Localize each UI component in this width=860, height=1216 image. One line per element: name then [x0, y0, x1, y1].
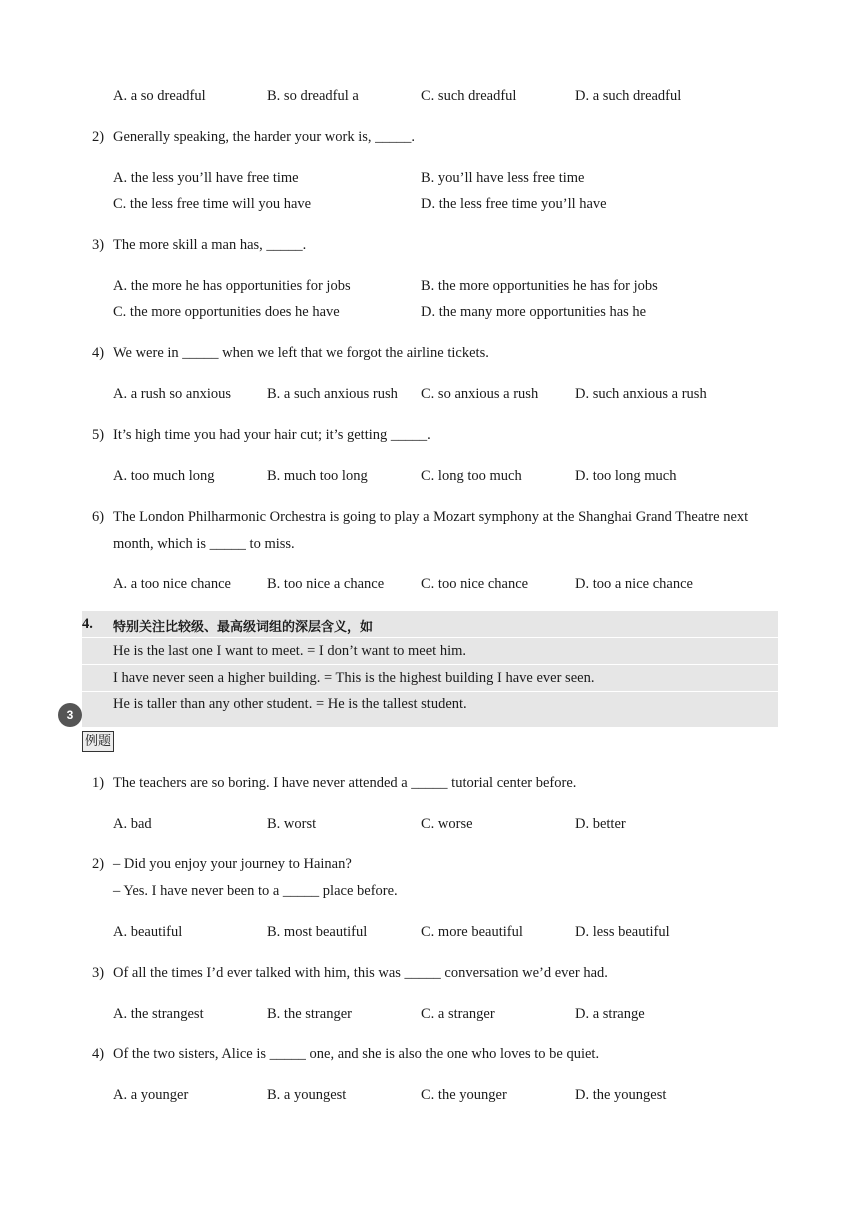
- option-b: B. much too long: [267, 468, 368, 484]
- option-d: D. such anxious a rush: [575, 386, 707, 402]
- question-stem: The more skill a man has, _____.: [113, 237, 307, 253]
- dialogue-line-1: – Did you enjoy your journey to Hainan?: [113, 856, 352, 872]
- option-b: B. most beautiful: [267, 924, 368, 940]
- option-a: A. a rush so anxious: [113, 386, 232, 402]
- question-number: 1): [92, 775, 105, 791]
- option-d: D. the less free time you’ll have: [421, 196, 607, 212]
- divider: [82, 637, 778, 638]
- option-b: B. a youngest: [267, 1087, 347, 1103]
- question-number: 6): [92, 509, 105, 525]
- option-c: C. the more opportunities does he have: [113, 304, 340, 320]
- question-number: 2): [92, 129, 105, 145]
- option-c: C. the younger: [421, 1087, 507, 1103]
- option-a: A. a younger: [113, 1087, 189, 1103]
- option-d: D. the youngest: [575, 1087, 667, 1103]
- option-c: C. too nice chance: [421, 576, 529, 592]
- option-a: A. a so dreadful: [113, 88, 206, 104]
- question-stem: We were in _____ when we left that we forgot the airline tickets.: [113, 345, 489, 361]
- question-number: 4): [92, 345, 105, 361]
- option-d: D. the many more opportunities has he: [421, 304, 647, 320]
- option-d: D. better: [575, 816, 626, 832]
- option-b: B. you’ll have less free time: [421, 170, 585, 186]
- option-a: A. the strangest: [113, 1006, 204, 1022]
- option-c: C. a stranger: [421, 1006, 495, 1022]
- option-d: D. a strange: [575, 1006, 645, 1022]
- question-stem: Of all the times I’d ever talked with him, this was _____ conversation we’d ever had.: [113, 965, 608, 981]
- question-stem-line-2: month, which is _____ to miss.: [113, 536, 295, 552]
- option-c: C. so anxious a rush: [421, 386, 539, 402]
- option-a: A. a too nice chance: [113, 576, 231, 592]
- option-b: B. the stranger: [267, 1006, 352, 1022]
- section-number: 4.: [82, 616, 93, 632]
- question-number: 5): [92, 427, 105, 443]
- question-stem: Of the two sisters, Alice is _____ one, and she is also the one who loves to be quiet.: [113, 1046, 600, 1062]
- option-d: D. less beautiful: [575, 924, 670, 940]
- question-number: 2): [92, 856, 105, 872]
- option-b: B. so dreadful a: [267, 88, 359, 104]
- option-d: D. too long much: [575, 468, 677, 484]
- dialogue-line-2: – Yes. I have never been to a _____ place before.: [113, 883, 398, 899]
- example-sentence: I have never seen a higher building. = This is the highest building I have ever seen.: [113, 670, 595, 686]
- divider: [82, 664, 778, 665]
- question-stem-line-1: The London Philharmonic Orchestra is going to play a Mozart symphony at the Shanghai Grand Theatre next: [113, 509, 749, 525]
- option-c: C. the less free time will you have: [113, 196, 312, 212]
- question-stem: It’s high time you had your hair cut; it’s getting _____.: [113, 427, 431, 443]
- option-a: A. the less you’ll have free time: [113, 170, 299, 186]
- question-number: 3): [92, 237, 105, 253]
- example-sentence: He is taller than any other student. = He is the tallest student.: [113, 696, 467, 712]
- question-stem: Generally speaking, the harder your work is, _____.: [113, 129, 416, 145]
- section-title: 特别关注比较级、最高级词组的深层含义，如: [113, 620, 374, 635]
- option-b: B. worst: [267, 816, 317, 832]
- option-d: D. a such dreadful: [575, 88, 682, 104]
- option-a: A. beautiful: [113, 924, 183, 940]
- option-a: A. the more he has opportunities for jobs: [113, 278, 351, 294]
- option-b: B. the more opportunities he has for jobs: [421, 278, 658, 294]
- example-sentence: He is the last one I want to meet. = I don’t want to meet him.: [113, 643, 467, 659]
- option-a: A. too much long: [113, 468, 215, 484]
- question-stem: The teachers are so boring. I have never attended a _____ tutorial center before.: [113, 775, 577, 791]
- divider: [82, 691, 778, 692]
- option-b: B. too nice a chance: [267, 576, 385, 592]
- example-label: 例题: [82, 731, 114, 752]
- option-a: A. bad: [113, 816, 152, 832]
- option-d: D. too a nice chance: [575, 576, 693, 592]
- section-badge: 3: [58, 703, 82, 727]
- question-number: 3): [92, 965, 105, 981]
- option-c: C. more beautiful: [421, 924, 523, 940]
- option-c: C. long too much: [421, 468, 522, 484]
- option-b: B. a such anxious rush: [267, 386, 398, 402]
- question-number: 4): [92, 1046, 105, 1062]
- option-c: C. worse: [421, 816, 473, 832]
- option-c: C. such dreadful: [421, 88, 517, 104]
